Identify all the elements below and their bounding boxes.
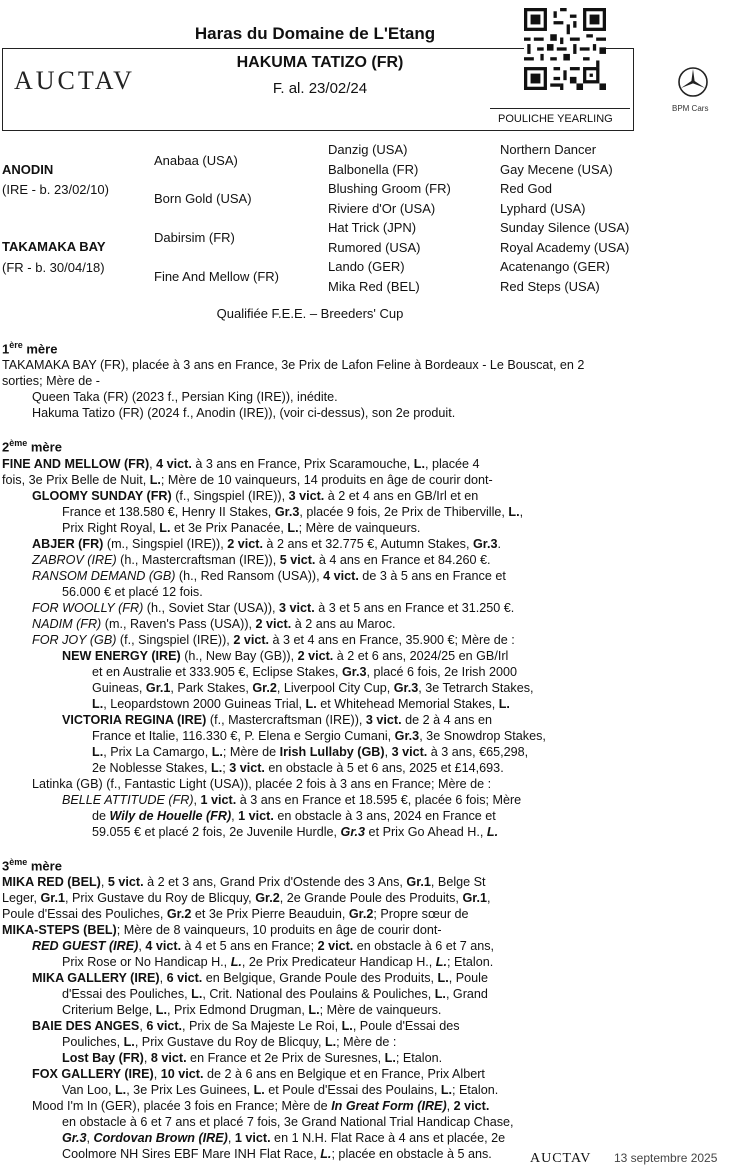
dam-entry: FINE AND MELLOW (FR), 4 vict. à 3 ans en France, Prix Scaramouche, L., placée 4 fois, 3e Prix Belle de Nuit, L.; Mère de 10 vainqueurs, 14 produits en âge de courir dont- bbox=[2, 456, 493, 487]
mercedes-star-icon bbox=[677, 66, 709, 98]
produce-entry: GLOOMY SUNDAY (FR) (f., Singspiel (IRE)), 3 vict. à 2 et 4 ans en GB/Irl et en France et 138.580 €, Henry II Stakes, Gr.3, placée 9 fois, 2e Prix de Thiberville, L., Prix Right Royal, L. et 3e Prix Panacée, L.; Mère de vainqueurs. bbox=[32, 488, 524, 535]
produce-entry: FOX GALLERY (IRE), 10 vict. de 2 à 6 ans en Belgique et en France, Prix Albert Van Loo, L., 3e Prix Les Guinees, L. et Poule d'Essai des Poulains, L.; Etalon. bbox=[32, 1066, 499, 1097]
produce-entry: NADIM (FR) (m., Raven's Pass (USA)), 2 vict. à 2 ans au Maroc. bbox=[32, 616, 396, 631]
section-heading: 3ème mère bbox=[2, 856, 62, 873]
sire-name: ANODIN bbox=[2, 162, 54, 177]
footer-logo: AUCTAV bbox=[530, 1151, 592, 1166]
pedigree-gen4: Northern Dancer bbox=[500, 142, 597, 157]
section-heading: 2ème mère bbox=[2, 438, 62, 455]
produce-entry: BAIE DES ANGES, 6 vict., Prix de Sa Majeste Le Roi, L., Poule d'Essai des Pouliches, L., Prix Gustave du Roy de Blicquy, L.; Mère de : bbox=[32, 1018, 460, 1049]
pedigree-gen3: Riviere d'Or (USA) bbox=[328, 201, 436, 216]
horse-name: HAKUMA TATIZO (FR) bbox=[236, 54, 404, 71]
produce-entry: ABJER (FR) (m., Singspiel (IRE)), 2 vict. à 2 ans et 32.775 €, Autumn Stakes, Gr.3. bbox=[32, 536, 501, 551]
pedigree-notes bbox=[2, 337, 616, 1162]
pedigree-gen3: Lando (GER) bbox=[328, 259, 405, 274]
produce-entry: MIKA GALLERY (IRE), 6 vict. en Belgique, Grande Poule des Produits, L., Poule d'Essai des Pouliches, L., Crit. National des Poulains & Pouliches, L., Grand Criterium Belge, L., Prix Edmond Drugman, L.; Mère de vainqueurs. bbox=[32, 970, 488, 1017]
breeder-name: Haras du Domaine de L'Etang bbox=[194, 24, 436, 43]
pedigree-gen4: Red God bbox=[500, 181, 553, 196]
pedigree-gen3: Rumored (USA) bbox=[328, 240, 421, 255]
produce-entry: ZABROV (IRE) (h., Mastercraftsman (IRE)), 5 vict. à 4 ans en France et 84.260 €. bbox=[32, 552, 491, 567]
sire-info: (IRE - b. 23/02/10) bbox=[2, 182, 109, 197]
produce-entry: FOR WOOLLY (FR) (h., Soviet Star (USA)), 3 vict. à 3 et 5 ans en France et 31.250 €. bbox=[32, 600, 515, 615]
pedigree-gen3: Balbonella (FR) bbox=[328, 162, 419, 177]
dam-entry: TAKAMAKA BAY (FR), placée à 3 ans en France, 3e Prix de Lafon Feline à Bordeaux - Le Bouscat, en 2 sorties; Mère de - bbox=[2, 358, 585, 389]
dam-entry: MIKA RED (BEL), 5 vict. à 2 et 3 ans, Grand Prix d'Ostende des 3 Ans, Gr.1, Belge St Leger, Gr.1, Prix Gustave du Roy de Blicquy, Gr.2, 2e Grande Poule des Produits, Gr.1, Poule d'Essai des Pouliches, Gr.2 et 3e Prix Pierre Beauduin, Gr.2; Propre sœur de MIKA-STEPS (BEL); Mère de 8 vainqueurs, 10 produits en âge de courir dont- bbox=[2, 874, 491, 937]
category-divider bbox=[490, 108, 630, 109]
section-heading: 1ère mère bbox=[2, 340, 58, 357]
produce-entry: NEW ENERGY (IRE) (h., New Bay (GB)), 2 vict. à 2 et 6 ans, 2024/25 en GB/Irl et en Australie et 333.905 €, Eclipse Stakes, Gr.3, placé 6 fois, 2e Irish 2000 Guineas, Gr.1, Park Stakes, Gr.2, Liverpool City Cup, Gr.3, 3e Tetrarch Stakes, L., Leopardstown 2000 Guineas Trial, L. et Whitehead Memorial Stakes, L. bbox=[62, 648, 534, 711]
produce-entry: Queen Taka (FR) (2023 f., Persian King (IRE)), inédite. bbox=[32, 390, 338, 405]
qr-code-icon bbox=[524, 8, 606, 90]
dam-name: TAKAMAKA BAY bbox=[2, 239, 106, 254]
horse-birth-info: F. al. 23/02/24 bbox=[272, 80, 368, 97]
pedigree-gen3: Mika Red (BEL) bbox=[328, 279, 420, 294]
pedigree-gen4: Red Steps (USA) bbox=[500, 279, 600, 294]
qualification-note: Qualifiée F.E.E. – Breeders' Cup bbox=[216, 306, 404, 321]
pedigree-gen3: Danzig (USA) bbox=[328, 142, 408, 157]
pedigree-gen3: Hat Trick (JPN) bbox=[328, 220, 417, 235]
produce-entry: RED GUEST (IRE), 4 vict. à 4 et 5 ans en France; 2 vict. en obstacle à 6 et 7 ans, Prix Rose or No Handicap H., L., 2e Prix Predicateur Handicap H., L.; Etalon. bbox=[32, 938, 495, 969]
footer-date: 13 septembre 2025 bbox=[614, 1151, 718, 1165]
pedigree-gen4: Acatenango (GER) bbox=[500, 259, 610, 274]
produce-entry: Hakuma Tatizo (FR) (2024 f., Anodin (IRE)), (voir ci-dessus), son 2e produit. bbox=[32, 406, 456, 421]
pedigree-gen2: Anabaa (USA) bbox=[154, 153, 238, 168]
dam-info: (FR - b. 30/04/18) bbox=[2, 260, 105, 275]
pedigree-gen2: Dabirsim (FR) bbox=[154, 230, 235, 245]
pedigree-gen4: Royal Academy (USA) bbox=[500, 240, 630, 255]
pedigree-gen2: Fine And Mellow (FR) bbox=[154, 269, 279, 284]
category-label: POULICHE YEARLING bbox=[498, 113, 613, 125]
pedigree-gen4: Sunday Silence (USA) bbox=[500, 220, 630, 235]
produce-entry: RANSOM DEMAND (GB) (h., Red Ransom (USA)), 4 vict. de 3 à 5 ans en France et 56.000 € et placé 12 fois. bbox=[32, 568, 506, 599]
pedigree-gen2: Born Gold (USA) bbox=[154, 191, 252, 206]
pedigree-gen4: Lyphard (USA) bbox=[500, 201, 586, 216]
produce-entry: BELLE ATTITUDE (FR), 1 vict. à 3 ans en France et 18.595 €, placée 6 fois; Mère de Wily de Houelle (FR), 1 vict. en obstacle à 3 ans, 2024 en France et 59.055 € et placé 2 fois, 2e Juvenile Hurdle, Gr.3 et Prix Go Ahead H., L. bbox=[62, 792, 522, 839]
pedigree-gen3: Blushing Groom (FR) bbox=[328, 181, 451, 196]
produce-entry: FOR JOY (GB) (f., Singspiel (IRE)), 2 vict. à 3 et 4 ans en France, 35.900 €; Mère de : bbox=[32, 632, 515, 647]
sponsor-name: BPM Cars bbox=[672, 104, 709, 113]
produce-entry: Latinka (GB) (f., Fantastic Light (USA)), placée 2 fois à 3 ans en France; Mère de : bbox=[32, 776, 492, 791]
pedigree-gen4: Gay Mecene (USA) bbox=[500, 162, 613, 177]
auctav-logo: AUCTAV bbox=[14, 66, 135, 95]
produce-entry: Lost Bay (FR), 8 vict. en France et 2e Prix de Suresnes, L.; Etalon. bbox=[62, 1050, 443, 1065]
produce-entry: VICTORIA REGINA (IRE) (f., Mastercraftsman (IRE)), 3 vict. de 2 à 4 ans en France et Italie, 116.330 €, P. Elena e Sergio Cumani, Gr.3, 3e Snowdrop Stakes, L., Prix La Camargo, L.; Mère de Irish Lullaby (GB), 3 vict. à 3 ans, €65,298, 2e Noblesse Stakes, L.; 3 vict. en obstacle à 5 et 6 ans, 2025 et £14,693. bbox=[62, 712, 546, 775]
produce-entry: Mood I'm In (GER), placée 3 fois en France; Mère de In Great Form (IRE), 2 vict. en obstacle à 6 et 7 ans et placé 7 fois, 3e Grand National Trial Handicap Chase, Gr.3, Cordovan Brown (IRE), 1 vict. en 1 N.H. Flat Race à 4 ans et placée, 2e Coolmore NH Sires EBF Mare INH Flat Race, L.; placée en obstacle à 5 ans. bbox=[32, 1098, 514, 1161]
